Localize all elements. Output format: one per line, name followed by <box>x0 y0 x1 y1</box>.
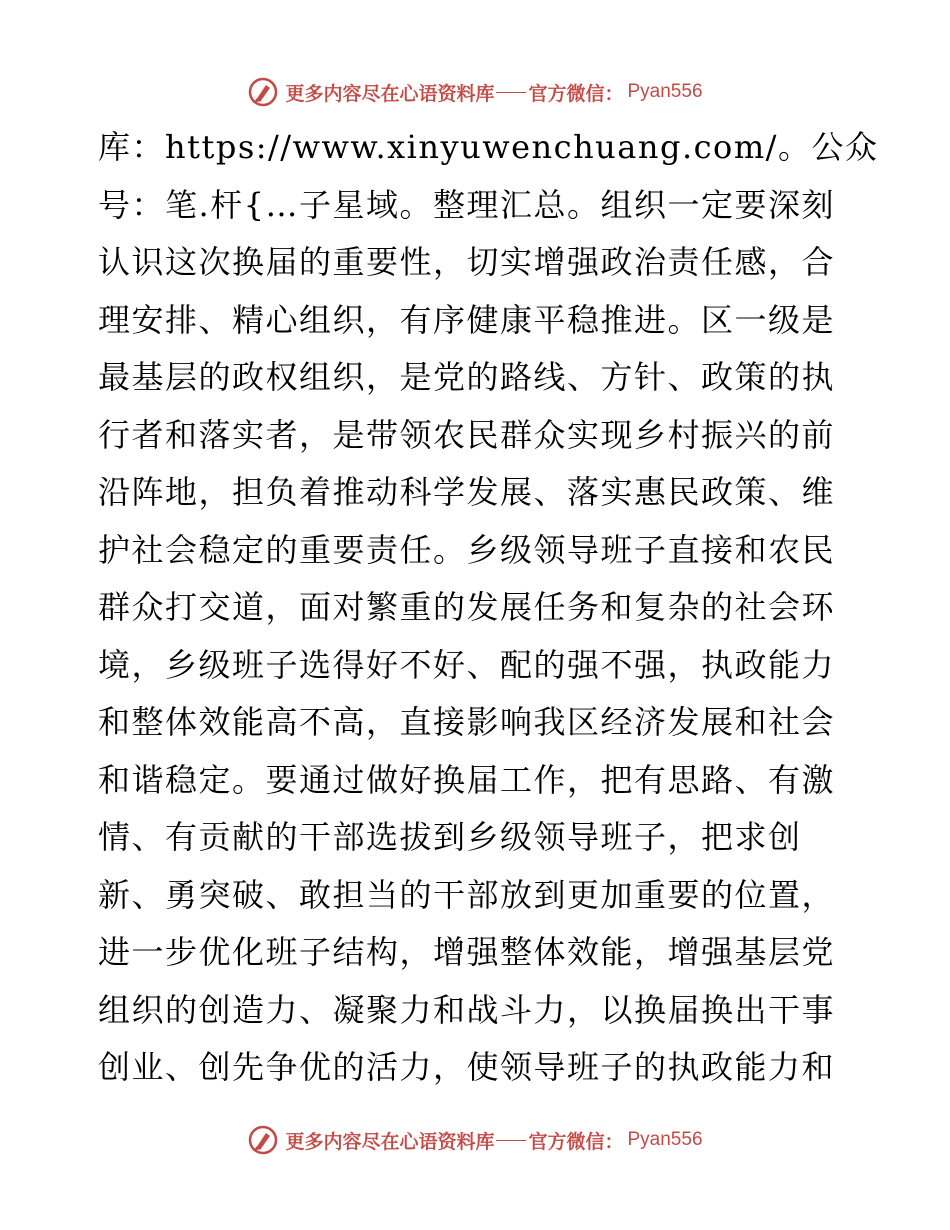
header-watermark <box>0 72 950 112</box>
footer-watermark <box>0 1120 950 1160</box>
body-line: 创业、创先争优的活力，使领导班子的执政能力和 <box>98 1048 836 1086</box>
body-line: 境，乡级班子选得好不好、配的强不强，执政能力 <box>98 645 836 684</box>
watermark-wechat-id: Pyan556 <box>627 1129 703 1150</box>
body-line: 行者和落实者，是带领农民群众实现乡村振兴的前 <box>98 415 836 454</box>
body-line: 情、有贡献的干部选拔到乡级领导班子，把求创 <box>98 818 802 856</box>
watermark-brand-text: 更多内容尽在心语资料库 <box>285 1130 495 1153</box>
body-line: 群众打交道，面对繁重的发展任务和复杂的社会环 <box>98 588 836 626</box>
pen-nib-circle-icon <box>247 1124 279 1156</box>
body-line: 进一步优化班子结构，增强整体效能，增强基层党 <box>98 933 836 971</box>
watermark-official-label: 官方微信： <box>528 82 624 105</box>
body-line: 新、勇突破、敢担当的干部放到更加重要的位置， <box>98 875 836 914</box>
body-line: 号：笔.杆{…子星域。整理汇总。组织一定要深刻 <box>98 185 836 224</box>
watermark-brand-text: 更多内容尽在心语资料库 <box>285 82 495 105</box>
watermark-official-label: 官方微信： <box>528 1130 624 1153</box>
pen-nib-circle-icon <box>247 76 279 108</box>
body-line: 和谐稳定。要通过做好换届工作，把有思路、有激 <box>98 760 836 799</box>
body-line: 和整体效能高不高，直接影响我区经济发展和社会 <box>98 703 836 741</box>
body-line: 认识这次换届的重要性，切实增强政治责任感，合 <box>98 243 836 281</box>
body-line: 理安排、精心组织，有序健康平稳推进。区一级是 <box>98 300 836 339</box>
body-line: 组织的创造力、凝聚力和战斗力，以换届换出干事 <box>98 990 836 1029</box>
body-line: 库：https://www.xinyuwenchuang.com/。公众 <box>98 128 879 166</box>
body-line: 护社会稳定的重要责任。乡级领导班子直接和农民 <box>98 530 836 569</box>
watermark-divider <box>496 1140 526 1141</box>
watermark-wechat-id: Pyan556 <box>627 81 703 102</box>
document-body <box>98 119 879 1097</box>
body-line: 最基层的政权组织，是党的路线、方针、政策的执 <box>98 358 836 396</box>
body-line: 沿阵地，担负着推动科学发展、落实惠民政策、维 <box>98 473 836 511</box>
watermark-divider <box>496 92 526 93</box>
